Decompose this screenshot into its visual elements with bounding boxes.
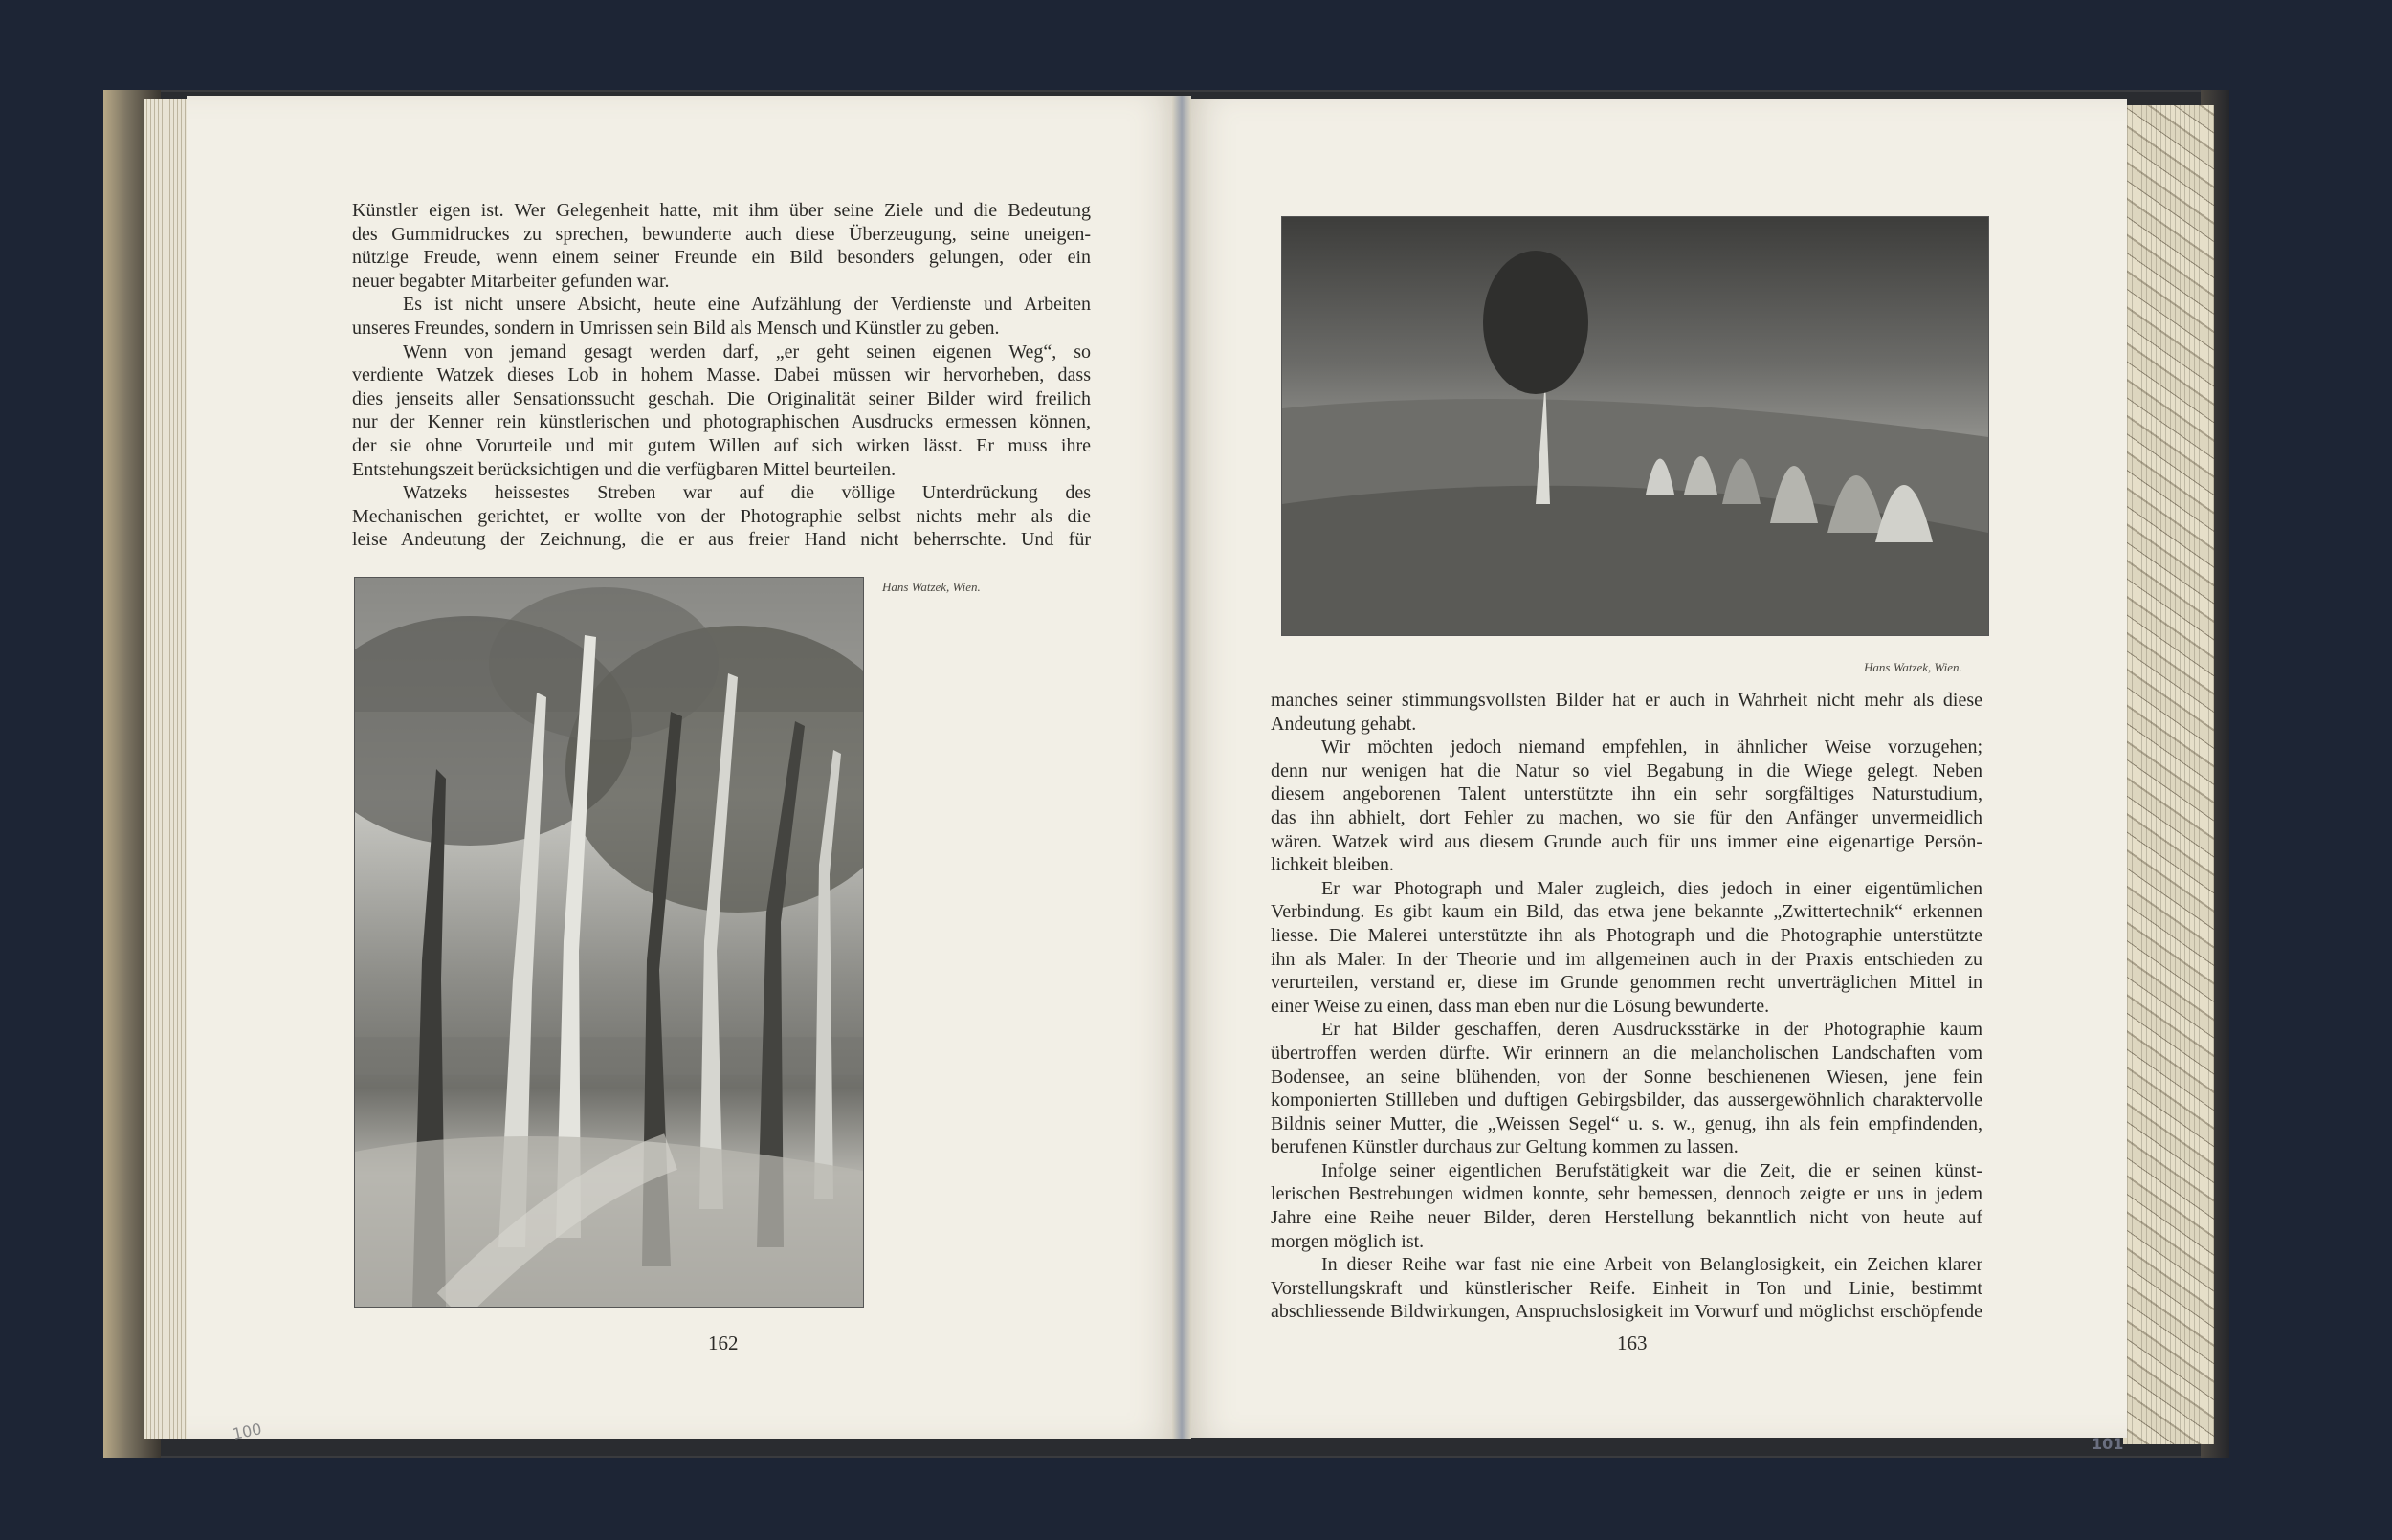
text-line: Vorstellungskraft und künstlerischer Reife. Einheit in Ton und Linie, bestimmt [1271, 1277, 1982, 1299]
text-line: komponierten Stillleben und duftigen Gebirgsbilder, das aussergewöhnlich charaktervolle [1271, 1089, 1982, 1111]
text-line: morgen möglich ist. [1271, 1230, 1425, 1252]
text-line: manches seiner stimmungsvollsten Bilder hat er auch in Wahrheit nicht mehr als diese [1271, 690, 1982, 711]
text-line: denn nur wenigen hat die Natur so viel Begabung in die Wiege gelegt. Neben [1271, 759, 1982, 781]
text-line: berufenen Künstler durchaus zur Geltung kommen zu lassen. [1271, 1136, 1739, 1158]
text-line: Künstler eigen ist. Wer Gelegenheit hatte, mit ihm über seine Ziele und die Bedeutung [352, 200, 1091, 221]
text-line: liesse. Die Malerei unterstützte ihn als Photograph und die Photographie unterstützte [1271, 924, 1982, 946]
text-line: Bodensee, an seine blühenden, von der Sonne beschienenen Wiesen, jene fein [1271, 1066, 1982, 1088]
text-line: Mechanischen gerichtet, er wollte von der Photographie selbst nichts mehr als die [352, 505, 1091, 527]
text-line: Wenn von jemand gesagt werden darf, „er geht seinen eigenen Weg“, so [403, 341, 1091, 363]
text-line: des Gummidruckes zu sprechen, bewunderte auch diese Überzeugung, seine uneigen- [352, 223, 1091, 245]
text-line: Verbindung. Es gibt kaum ein Bild, das etwa jene bekannte „Zwittertechnik“ erkennen [1271, 901, 1982, 923]
text-line: unseres Freundes, sondern in Umrissen sein Bild als Mensch und Künstler zu geben. [352, 317, 1000, 339]
text-line: diesem angeborenen Talent unterstützte ihn ein sehr sorgfältiges Naturstudium, [1271, 783, 1982, 805]
text-line: nützige Freude, wenn einem seiner Freunde ein Bild besonders gelungen, oder ein [352, 247, 1091, 269]
text-line: nur der Kenner rein künstlerischen und photographischen Ausdrucks ermessen können, [352, 411, 1091, 433]
text-line: lichkeit bleiben. [1271, 854, 1394, 876]
text-line: Watzeks heissestes Streben war auf die völlige Unterdrückung des [403, 482, 1091, 504]
page-number-right: 163 [1617, 1331, 1648, 1354]
left-page-body-text [352, 199, 1091, 552]
book-gutter [1172, 96, 1191, 1439]
pencil-folio-right: 101 [2092, 1435, 2124, 1453]
right-page-body-text [1271, 689, 1982, 1324]
text-line: wären. Watzek wird aus diesem Grunde auch für uns immer eine eigenartige Persön- [1271, 830, 1982, 852]
photo-caption-right: Hans Watzek, Wien. [1864, 660, 1962, 674]
text-line: leise Andeutung der Zeichnung, die er aus freier Hand nicht beherrschte. Und für [352, 529, 1091, 551]
text-line: verurteilen, verstand er, diese im Grunde genommen recht unverträglichen Mittel in [1271, 972, 1982, 994]
text-line: lerischen Bestrebungen widmen konnte, sehr bemessen, dennoch zeigte er uns in jedem [1271, 1183, 1982, 1205]
text-line: verdiente Watzek dieses Lob in hohem Masse. Dabei müssen wir hervorheben, dass [352, 364, 1091, 386]
text-line: ihn als Maler. In der Theorie und im allgemeinen auch in der Praxis entschieden zu [1271, 948, 1982, 970]
text-line: Jahre eine Reihe neuer Bilder, deren Herstellung bekanntlich nicht von heute auf [1271, 1207, 1982, 1229]
text-line: Wir möchten jedoch niemand empfehlen, in ähnlicher Weise vorzugehen; [1321, 737, 1982, 759]
text-line: Er hat Bilder geschaffen, deren Ausdrucksstärke in der Photographie kaum [1321, 1019, 1982, 1041]
text-line: Es ist nicht unsere Absicht, heute eine Aufzählung der Verdienste und Arbeiten [403, 294, 1091, 316]
page-number-left: 162 [708, 1331, 739, 1354]
text-line: In dieser Reihe war fast nie eine Arbeit von Belanglosigkeit, ein Zeichen klarer [1321, 1254, 1982, 1276]
haystacks-illustration [1282, 217, 1988, 635]
photo-birch-trees-path [354, 577, 864, 1308]
photo-caption-left: Hans Watzek, Wien. [882, 580, 981, 594]
text-line: der sie ohne Vorurteile und mit gutem Willen auf sich wirken lässt. Er muss ihre [352, 434, 1091, 456]
birch-trees-illustration [355, 578, 863, 1307]
text-line: neuer begabter Mitarbeiter gefunden war. [352, 270, 670, 292]
text-line: Er war Photograph und Maler zugleich, dies jedoch in einer eigentümlichen [1321, 877, 1982, 899]
text-line: übertroffen werden dürfte. Wir erinnern an die melancholischen Landschaften vom [1271, 1042, 1982, 1064]
photo-haystacks-landscape [1281, 216, 1989, 636]
text-line: abschliessende Bildwirkungen, Anspruchslosigkeit im Vorwurf und möglichst erschöpfende [1271, 1301, 1982, 1323]
marbled-page-edges-right [2123, 105, 2214, 1444]
pencil-folio-left: 100 [231, 1419, 264, 1443]
text-line: dies jenseits aller Sensationssucht geschah. Die Originalität seiner Bilder wird freilich [352, 387, 1091, 409]
text-line: Andeutung gehabt. [1271, 713, 1417, 735]
text-line: Entstehungszeit berücksichtigen und die verfügbaren Mittel beurteilen. [352, 458, 897, 480]
text-line: einer Weise zu einen, dass man eben nur die Lösung bewunderte. [1271, 995, 1770, 1017]
text-line: das ihn abhielt, dort Fehler zu machen, wo sie für den Anfänger unvermeidlich [1271, 806, 1982, 828]
text-line: Infolge seiner eigentlichen Berufstätigkeit war die Zeit, die er seinen künst- [1321, 1159, 1982, 1181]
text-line: Bildnis seiner Mutter, die „Weissen Segel“ u. s. w., genug, ihn als fein empfindenden, [1271, 1112, 1982, 1134]
